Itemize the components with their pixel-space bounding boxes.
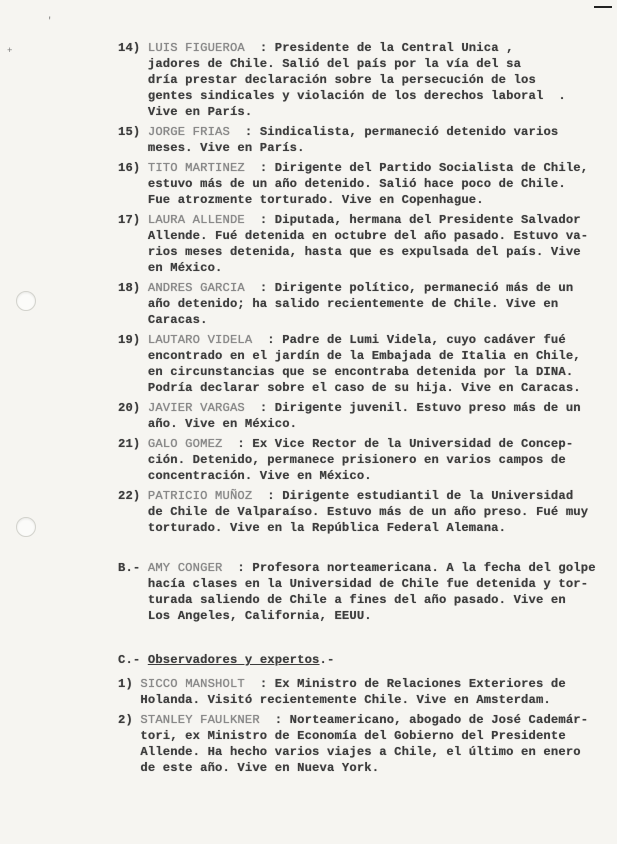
line-text: Vive en París.	[118, 105, 253, 119]
text-line	[118, 652, 334, 669]
text-line	[118, 364, 573, 381]
item-description: : Presidente de la Central Unica ,	[244, 41, 514, 55]
line-text: hacía clases en la Universidad de Chile fue detenida y tor-	[118, 577, 589, 591]
section-heading: Observadores y expertos	[147, 653, 320, 667]
item-number: 15)	[118, 125, 148, 139]
person-name: JORGE FRIAS	[147, 125, 230, 139]
text-line	[118, 468, 372, 485]
text-line	[118, 228, 588, 245]
item-number: 18)	[118, 281, 148, 295]
corner-mark	[594, 6, 612, 8]
text-line	[118, 280, 573, 297]
text-line	[118, 576, 588, 593]
item-description: : Dirigente político, permaneció más de un	[244, 281, 574, 295]
line-text: Fue atrozmente torturado. Vive en Copenhague.	[118, 193, 484, 207]
text-line	[118, 296, 558, 313]
text-line	[118, 104, 252, 121]
text-line	[118, 592, 566, 609]
text-line	[118, 520, 506, 537]
item-description: : Padre de Lumi Videla, cuyo cadáver fué	[252, 333, 566, 347]
line-text: Caracas.	[118, 313, 208, 327]
text-line	[118, 608, 372, 625]
person-name: GALO GOMEZ	[147, 437, 223, 451]
text-line	[118, 312, 208, 329]
text-line	[118, 676, 566, 693]
person-name: LUIS FIGUEROA	[147, 41, 245, 55]
line-text: gentes sindicales y violación de los derechos laboral .	[118, 89, 566, 103]
item-number: 1)	[118, 677, 141, 691]
text-line	[118, 140, 305, 157]
item-description: : Diputada, hermana del Presidente Salvador	[244, 213, 581, 227]
item-description: : Sindicalista, permaneció detenido varios	[229, 125, 559, 139]
text-line	[118, 488, 573, 505]
person-name: STANLEY FAULKNER	[140, 713, 260, 727]
text-line	[118, 416, 297, 433]
line-text: Allende. Ha hecho varios viajes a Chile, el último en enero	[118, 745, 581, 759]
text-line	[118, 560, 596, 577]
text-line	[118, 380, 581, 397]
line-text: torturado. Vive en la República Federal Alemana.	[118, 521, 507, 535]
scan-speck: '	[47, 16, 53, 26]
line-text: tori, ex Ministro de Economía del Gobierno del Presidente	[118, 729, 566, 743]
person-name: PATRICIO MUÑOZ	[147, 489, 253, 503]
text-line	[118, 40, 514, 57]
person-name: TITO MARTINEZ	[147, 161, 245, 175]
text-line	[118, 260, 223, 277]
text-line	[118, 192, 484, 209]
line-text: Los Angeles, California, EEUU.	[118, 609, 372, 623]
line-text: Allende. Fué detenida en octubre del año pasado. Estuvo va-	[118, 229, 589, 243]
line-text: en México.	[118, 261, 223, 275]
text-line	[118, 56, 521, 73]
item-description: : Norteamericano, abogado de José Cademár-	[259, 713, 589, 727]
text-line	[118, 88, 566, 105]
item-description: : Dirigente del Partido Socialista de Chile,	[244, 161, 589, 175]
text-line	[118, 332, 566, 349]
item-number: C.-	[118, 653, 148, 667]
line-text: Holanda. Visitó recientemente Chile. Vive en Amsterdam.	[118, 693, 551, 707]
item-number: 17)	[118, 213, 148, 227]
item-description: : Dirigente juvenil. Estuvo preso más de un	[244, 401, 581, 415]
item-number: 21)	[118, 437, 148, 451]
punch-hole-top	[16, 291, 36, 311]
item-number: 2)	[118, 713, 141, 727]
line-text: de Chile de Valparaíso. Estuvo más de un año preso. Fué muy	[118, 505, 589, 519]
text-line	[118, 348, 581, 365]
text-line	[118, 692, 551, 709]
line-text: Podría declarar sobre el caso de su hija. Vive en Caracas.	[118, 381, 581, 395]
person-name: LAURA ALLENDE	[147, 213, 245, 227]
line-text: año detenido; ha salido recientemente de Chile. Vive en	[118, 297, 559, 311]
text-line	[118, 436, 573, 453]
line-text: turada saliendo de Chile a fines del año pasado. Vive en	[118, 593, 566, 607]
person-name: JAVIER VARGAS	[147, 401, 245, 415]
person-name: SICCO MANSHOLT	[140, 677, 245, 691]
line-text: de este año. Vive en Nueva York.	[118, 761, 380, 775]
line-text: encontrado en el jardín de la Embajada de Italia en Chile,	[118, 349, 581, 363]
person-name: LAUTARO VIDELA	[147, 333, 253, 347]
text-line	[118, 760, 379, 777]
text-line	[118, 212, 581, 229]
text-line	[118, 176, 566, 193]
item-number: 20)	[118, 401, 148, 415]
line-text: concentración. Vive en México.	[118, 469, 372, 483]
line-text: jadores de Chile. Salió del país por la vía del sa	[118, 57, 522, 71]
text-line	[118, 504, 588, 521]
item-description: : Profesora norteamericana. A la fecha del golpe	[222, 561, 596, 575]
item-description: : Dirigente estudiantil de la Universidad	[252, 489, 574, 503]
text-line	[118, 72, 536, 89]
item-description: : Ex Vice Rector de la Universidad de Concep-	[222, 437, 574, 451]
item-number: 22)	[118, 489, 148, 503]
item-description: .-	[319, 653, 335, 667]
text-line	[118, 712, 588, 729]
line-text: meses. Vive en París.	[118, 141, 305, 155]
line-text: rios meses detenida, hasta que es expulsada del país. Vive	[118, 245, 581, 259]
text-line	[118, 452, 566, 469]
line-text: ción. Detenido, permanece prisionero en varios campos de	[118, 453, 566, 467]
scan-speck: +	[7, 46, 13, 56]
line-text: estuvo más de un año detenido. Salió hace poco de Chile.	[118, 177, 566, 191]
item-description: : Ex Ministro de Relaciones Exteriores de	[244, 677, 566, 691]
item-number: 14)	[118, 41, 148, 55]
person-name: ANDRES GARCIA	[147, 281, 245, 295]
person-name: AMY CONGER	[147, 561, 223, 575]
punch-hole-bottom	[16, 517, 36, 537]
text-line	[118, 744, 581, 761]
item-number: 19)	[118, 333, 148, 347]
item-number: 16)	[118, 161, 148, 175]
line-text: dría prestar declaración sobre la persecución de los	[118, 73, 536, 87]
text-line	[118, 244, 581, 261]
text-line	[118, 400, 581, 417]
line-text: año. Vive en México.	[118, 417, 298, 431]
text-line	[118, 160, 588, 177]
item-number: B.-	[118, 561, 148, 575]
line-text: en circunstancias que se encontraba detenida por la DINA.	[118, 365, 574, 379]
text-line	[118, 124, 558, 141]
text-line	[118, 728, 566, 745]
